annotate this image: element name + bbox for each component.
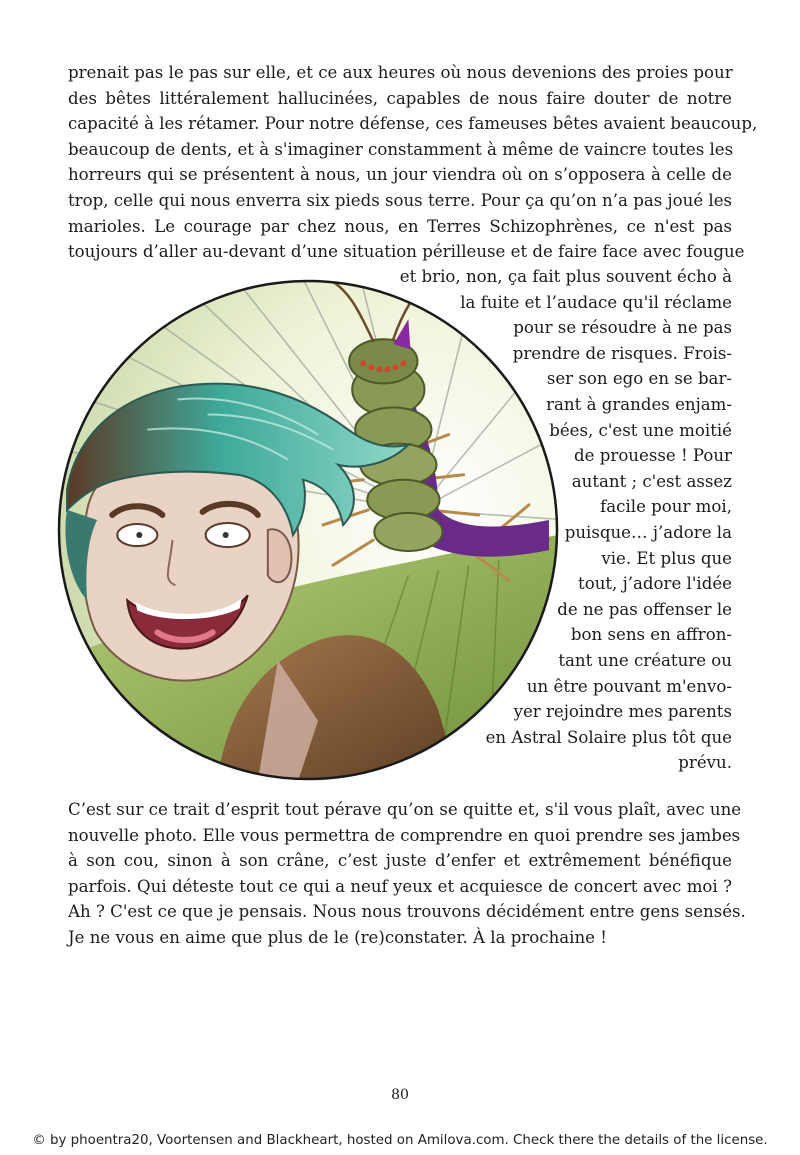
license-footer: © by phoentra20, Voortensen and Blackheart, hosted on Amilova.com. Check there the details of the license.: [32, 1133, 768, 1148]
text-line: toujours d’aller au-devant d’une situation périlleuse et de faire face avec fougue: [68, 242, 745, 262]
text-line: tout, j’adore l'idée: [578, 574, 732, 594]
text-line: de ne pas offenser le: [557, 599, 732, 619]
text-line: Je ne vous en aime que plus de le (re)constater. À la prochaine !: [68, 927, 607, 947]
text-line: tant une créature ou: [558, 650, 732, 670]
text-line: Ah ? C'est ce que je pensais. Nous nous trouvons décidément entre gens sensés.: [68, 902, 746, 922]
page-number: 80: [391, 1087, 409, 1103]
text-line: nouvelle photo. Elle vous permettra de comprendre en quoi prendre ses jambes: [68, 825, 741, 845]
text-line: puisque… j’adore la: [564, 522, 732, 542]
text-line: vie. Et plus que: [601, 548, 732, 568]
text-line: pour se résoudre à ne pas: [513, 318, 732, 338]
text-line: C’est sur ce trait d’esprit tout pérave qu’on se quitte et, s'il vous plaît, avec une: [68, 800, 742, 819]
text-line: à son cou, sinon à son crâne, c’est juste d’enfer et extrêmement bénéfique: [68, 851, 732, 871]
text-line: de prouesse ! Pour: [574, 446, 732, 466]
text-line: autant ; c'est assez: [571, 471, 732, 491]
text-line: et brio, non, ça fait plus souvent écho à: [399, 267, 732, 286]
paragraph-bottom: [68, 797, 746, 951]
text-line: la fuite et l’audace qu'il réclame: [460, 292, 732, 312]
text-line: facile pour moi,: [600, 497, 732, 517]
text-line: horreurs qui se présentent à nous, un jour viendra où on s’opposera à celle de: [68, 165, 732, 185]
text-line: beaucoup de dents, et à s'imaginer constamment à même de vaincre toutes les: [68, 139, 734, 159]
text-line: ser son ego en se bar-: [546, 369, 732, 389]
text-line: prévu.: [678, 753, 732, 773]
text-line: en Astral Solaire plus tôt que: [485, 727, 732, 747]
text-line: capacité à les rétamer. Pour notre défense, ces fameuses bêtes avaient beaucoup,: [68, 114, 758, 134]
text-line: yer rejoindre mes parents: [513, 702, 732, 722]
text-line: un être pouvant m'envo-: [526, 676, 732, 696]
paragraph-top: [68, 60, 758, 265]
text-line: bées, c'est une moitié: [549, 420, 732, 440]
text-line: trop, celle qui nous enverra six pieds sous terre. Pour ça qu’on n’a pas joué les: [68, 190, 733, 210]
text-line: prenait pas le pas sur elle, et ce aux heures où nous devenions des proies pour: [68, 63, 733, 82]
text-line: parfois. Qui déteste tout ce qui a neuf yeux et acquiesce de concert avec moi ?: [68, 876, 732, 896]
text-line: marioles. Le courage par chez nous, en Terres Schizophrènes, ce n'est pas: [68, 216, 732, 236]
circular-illustration: [57, 279, 559, 781]
text-line: des bêtes littéralement hallucinées, capables de nous faire douter de notre: [68, 88, 732, 108]
text-line: prendre de risques. Frois-: [512, 343, 732, 363]
text-line: rant à grandes enjam-: [546, 394, 732, 414]
text-line: bon sens en affron-: [570, 625, 732, 645]
